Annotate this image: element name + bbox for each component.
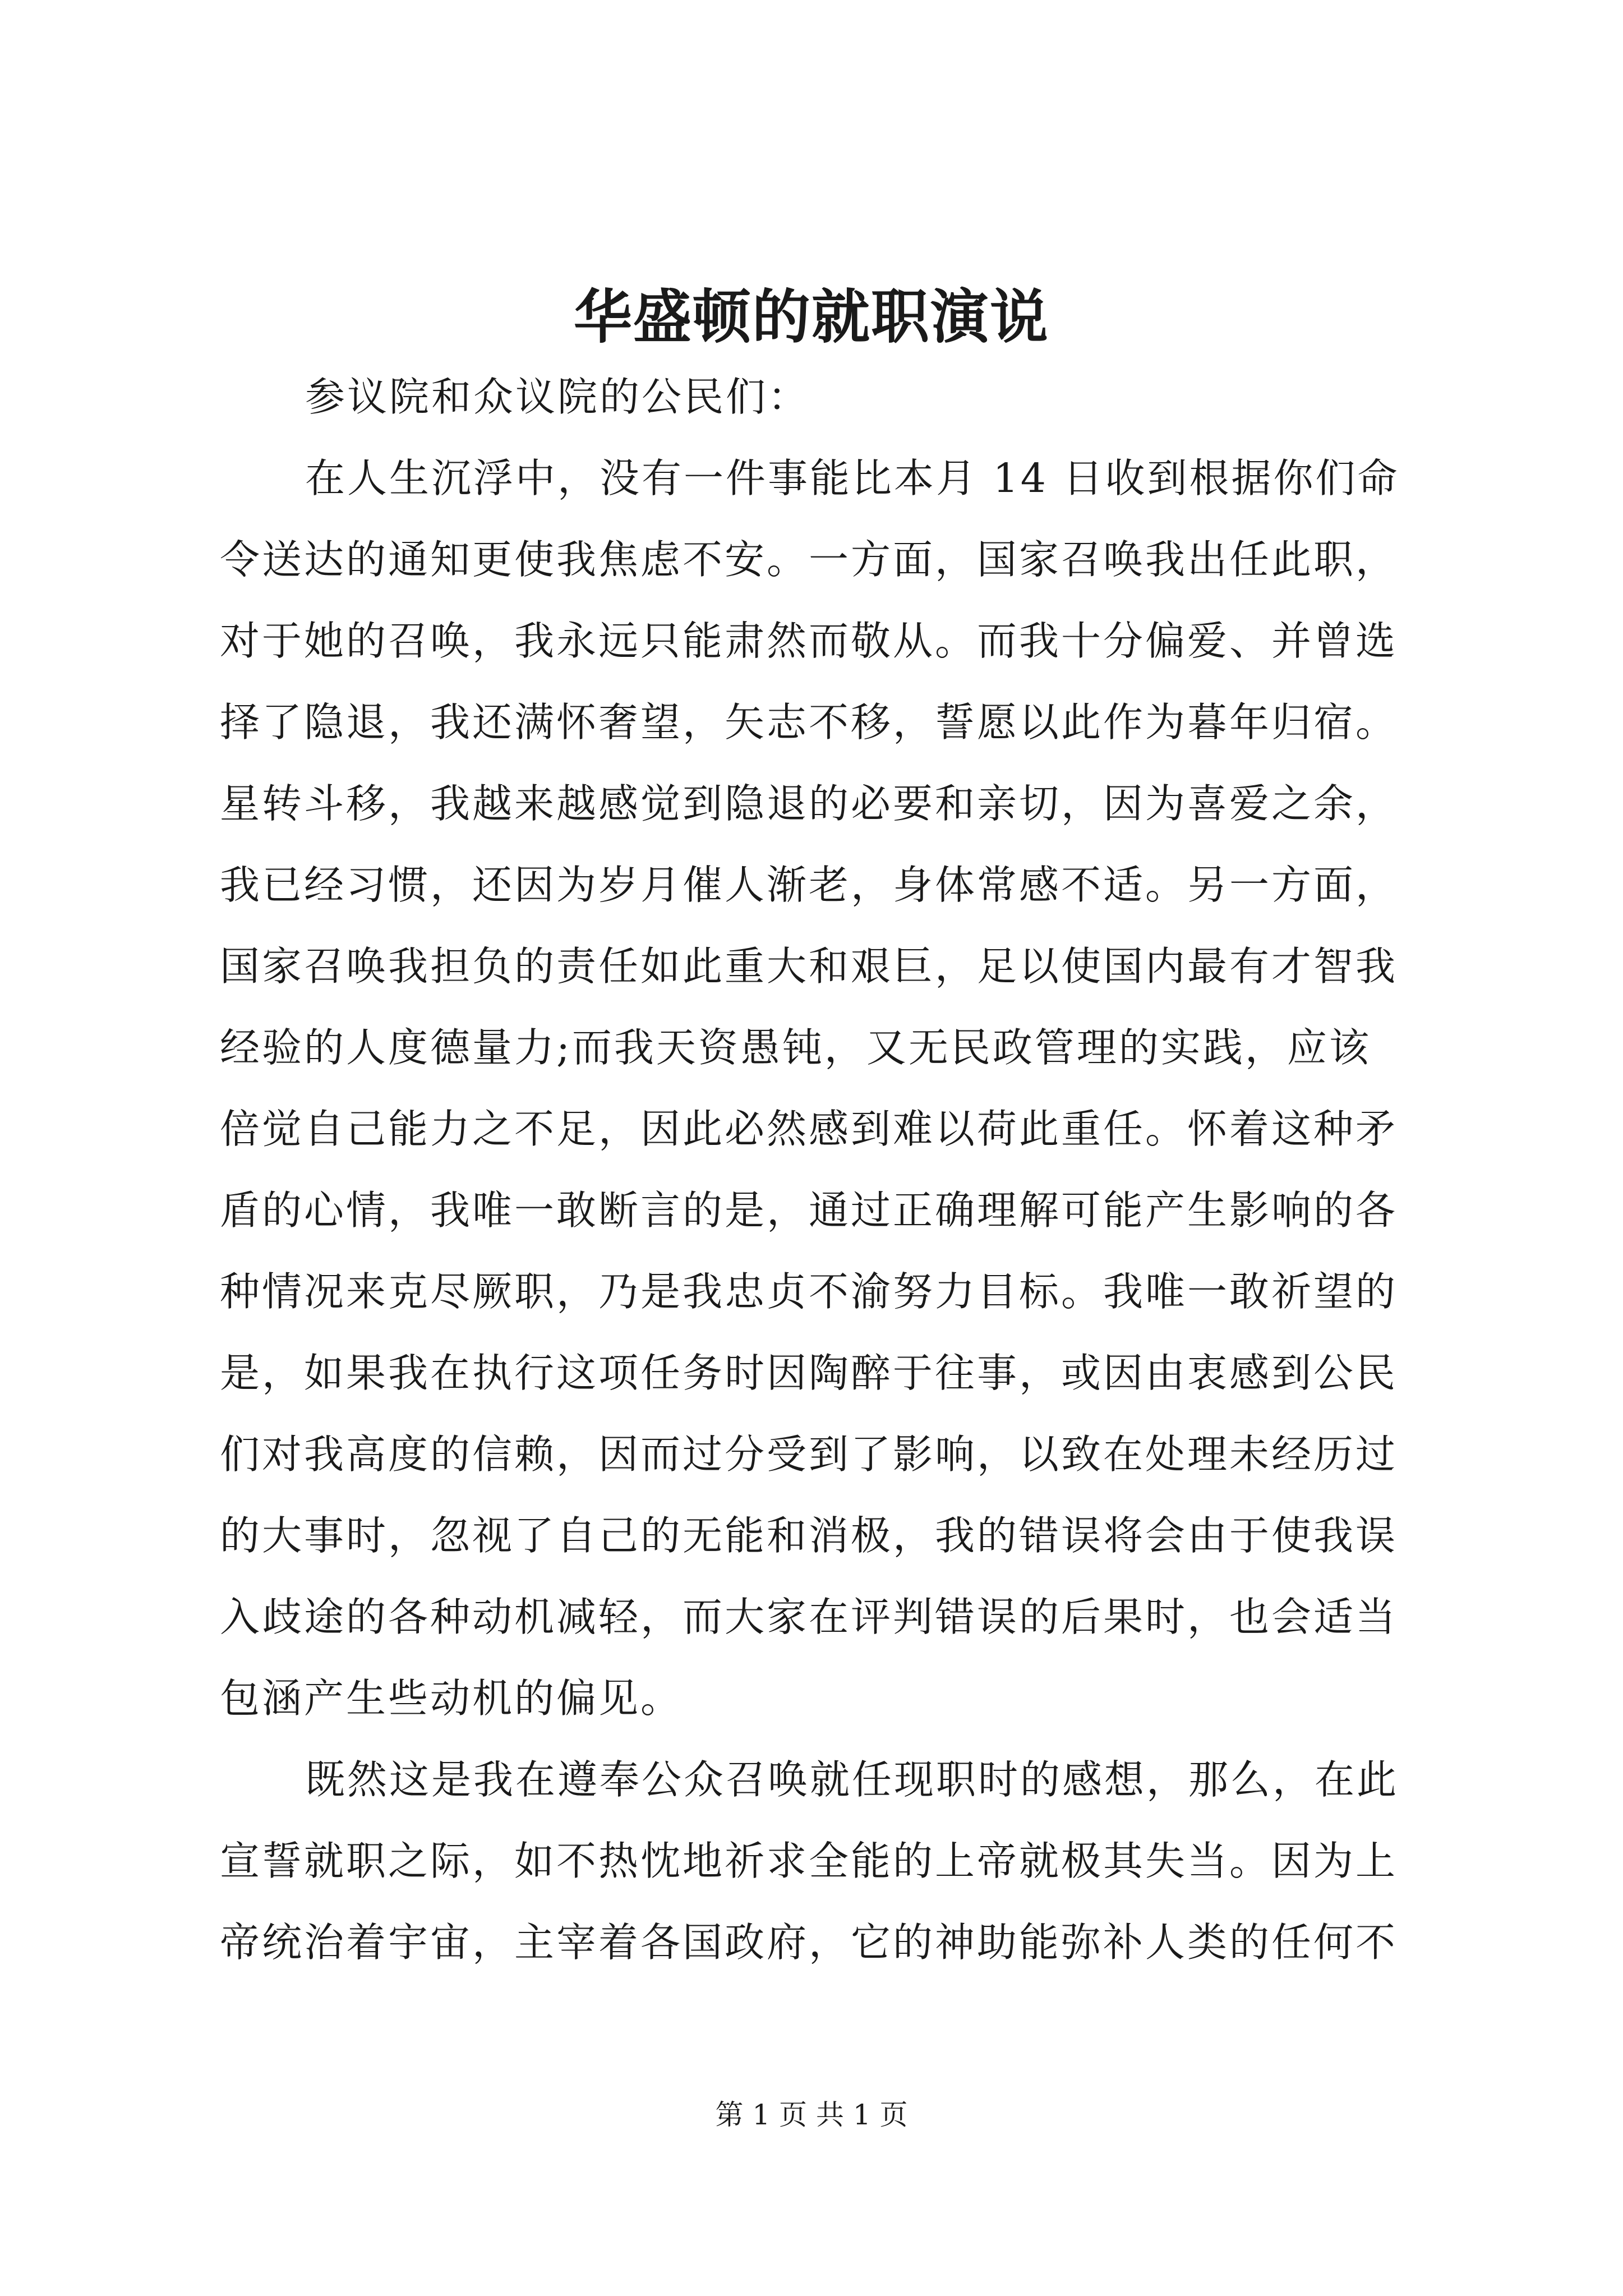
paragraph-line: 是，如果我在执行这项任务时因陶醉于往事，或因由衷感到公民 bbox=[220, 1350, 1398, 1396]
paragraph-line: 经验的人度德量力;而我天资愚钝，又无民政管理的实践，应该 bbox=[220, 1024, 1371, 1071]
paragraph-line: 包涵产生些动机的偏见。 bbox=[220, 1675, 683, 1722]
paragraph-line: 种情况来克尽厥职，乃是我忠贞不渝努力目标。我唯一敢祈望的 bbox=[220, 1268, 1398, 1315]
paragraph-line: 宣誓就职之际，如不热忱地祈求全能的上帝就极其失当。因为上 bbox=[220, 1838, 1398, 1884]
paragraph-line: 盾的心情，我唯一敢断言的是，通过正确理解可能产生影响的各 bbox=[220, 1187, 1398, 1234]
paragraph-line: 对于她的召唤，我永远只能肃然而敬从。而我十分偏爱、并曾选 bbox=[220, 618, 1398, 664]
document-title: 华盛顿的就职演说 bbox=[573, 282, 1049, 351]
page-footer: 第 1 页 共 1 页 bbox=[715, 2099, 908, 2131]
salutation-line: 参议院和众议院的公民们： bbox=[305, 374, 810, 420]
paragraph-line: 择了隐退，我还满怀奢望，矢志不移，誓愿以此作为暮年归宿。 bbox=[220, 699, 1398, 746]
paragraph-line: 在人生沉浮中，没有一件事能比本月 14 日收到根据你们命 bbox=[305, 455, 1400, 501]
paragraph-line: 们对我高度的信赖，因而过分受到了影响，以致在处理未经历过 bbox=[220, 1431, 1398, 1478]
paragraph-line: 令送达的通知更使我焦虑不安。一方面，国家召唤我出任此职， bbox=[220, 536, 1398, 583]
paragraph-line: 既然这是我在遵奉公众召唤就任现职时的感想，那么，在此 bbox=[305, 1756, 1399, 1803]
paragraph-line: 倍觉自己能力之不足，因此必然感到难以荷此重任。怀着这种矛 bbox=[220, 1106, 1398, 1152]
paragraph-line: 星转斗移，我越来越感觉到隐退的必要和亲切，因为喜爱之余， bbox=[220, 780, 1398, 827]
paragraph-line: 帝统治着宇宙，主宰着各国政府，它的神助能弥补人类的任何不 bbox=[220, 1919, 1398, 1966]
paragraph-line: 的大事时，忽视了自己的无能和消极，我的错误将会由于使我误 bbox=[220, 1512, 1398, 1559]
paragraph-line: 入歧途的各种动机减轻，而大家在评判错误的后果时，也会适当 bbox=[220, 1594, 1398, 1640]
paragraph-line: 国家召唤我担负的责任如此重大和艰巨，足以使国内最有才智我 bbox=[220, 943, 1398, 990]
paragraph-line: 我已经习惯，还因为岁月催人渐老，身体常感不适。另一方面， bbox=[220, 862, 1398, 908]
document-body bbox=[220, 356, 1414, 1983]
